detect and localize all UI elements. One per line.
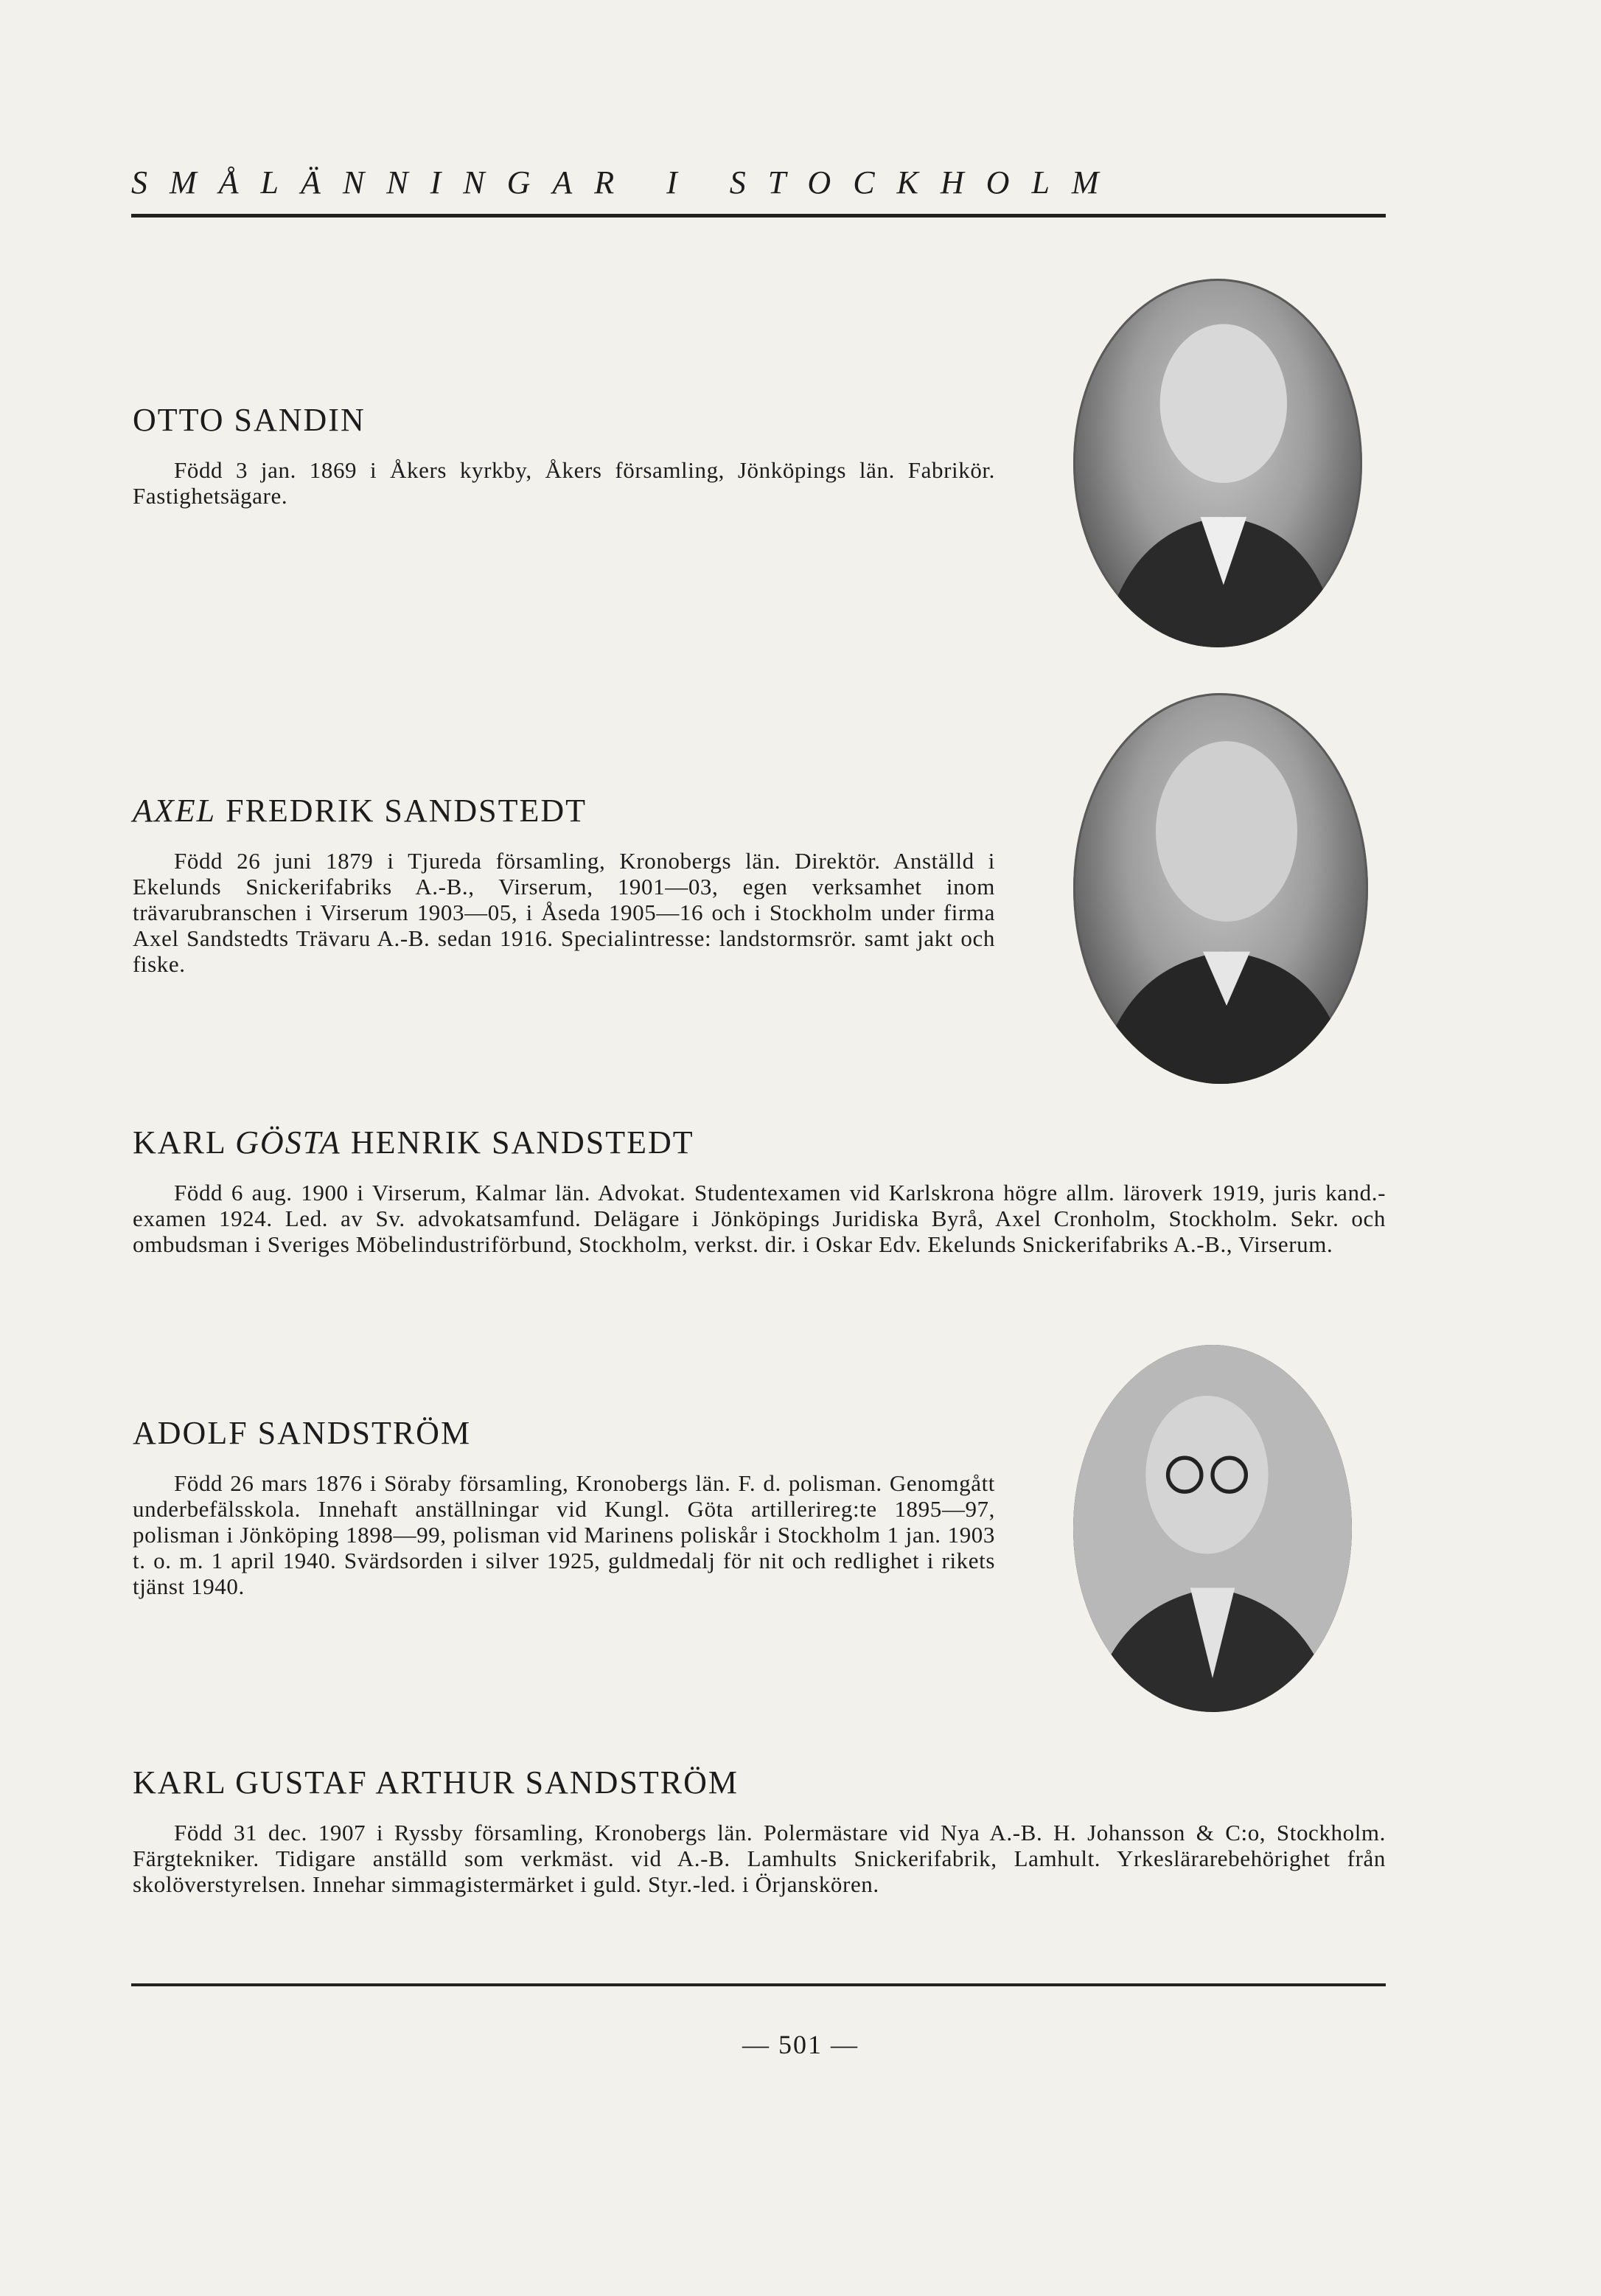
entry-name: OTTO SANDIN [133,402,366,438]
entry-name: ADOLF SANDSTRÖM [133,1415,472,1451]
entry-karl-gustaf-arthur-sandstrom [133,1764,1386,1897]
running-head: SMÅLÄNNINGAR I STOCKHOLM [131,164,1121,201]
entry-text: Född 26 juni 1879 i Tjureda församling, Kronobergs län. Direktör. Anställd i Ekelunds Snickerifabriks A.-B., Virserum, 1901—03, egen verksamhet inom trävarubranschen i Virserum 1903—05, i Åseda 1905—16 och i Stockholm under firma Axel Sandstedts Trävaru A.-B. sedan 1916. Specialintresse: landstormsrör. samt jakt och fiske. [133,848,995,977]
page-number: — 501 — [742,2030,859,2059]
portrait-axel-sandstedt [1073,693,1368,1084]
entry-name-pre: KARL [133,1124,236,1161]
entry-karl-gosta-sandstedt [133,1124,1386,1257]
entry-otto-sandin [133,404,995,509]
entry-text: Född 3 jan. 1869 i Åkers kyrkby, Åkers församling, Jönköpings län. Fabrikör. Fastighetsägare. [133,457,995,509]
entry-name-rest: FREDRIK SANDSTEDT [216,793,587,829]
portrait-adolf-sandstrom [1073,1345,1352,1712]
entry-name [133,795,995,827]
entry-name [133,1124,1386,1161]
entry-adolf-sandstrom [133,1417,995,1599]
entry-text: Född 26 mars 1876 i Söraby församling, Kronobergs län. F. d. polisman. Genomgått underbefälsskola. Innehaft anställningar vid Kungl. Göta artillerireg:te 1895—97, polisman i Jönköping 1898—99, polisman vid Marinens poliskår i Stockholm 1 jan. 1903 t. o. m. 1 april 1940. Svärdsorden i silver 1925, guldmedalj för nit och redlighet i rikets tjänst 1940. [133,1470,995,1599]
entry-axel-fredrik-sandstedt [133,795,995,977]
entry-name: KARL GUSTAF ARTHUR SANDSTRÖM [133,1764,739,1801]
entry-text: Född 6 aug. 1900 i Virserum, Kalmar län. Advokat. Studentexamen vid Karlskrona högre allm. läroverk 1919, juris kand.-examen 1924. Led. av Sv. advokatsamfund. Delägare i Jönköpings Juridiska Byrå, Axel Cronholm, Stockholm. Sekr. och ombudsman i Sveriges Möbelindustriförbund, Stockholm, verkst. dir. i Oskar Edv. Ekelunds Snickerifabriks A.-B., Virserum. [133,1180,1386,1257]
portrait-otto-sandin [1073,279,1362,647]
header-rule [131,214,1386,218]
entry-name-italic: AXEL [133,793,217,829]
footer-rule [131,1983,1386,1986]
entry-text: Född 31 dec. 1907 i Ryssby församling, Kronobergs län. Polermästare vid Nya A.-B. H. Johansson & C:o, Stockholm. Färgtekniker. Tidigare anställd som verkmäst. vid A.-B. Lamhults Snickerifabrik, Lamhult. Yrkeslärarebehörighet från skolöverstyrelsen. Innehar simmagistermärket i guld. Styr.-led. i Örjanskören. [133,1820,1386,1897]
entry-name-italic: GÖSTA [235,1124,341,1161]
entry-name-rest: HENRIK SANDSTEDT [341,1124,694,1161]
